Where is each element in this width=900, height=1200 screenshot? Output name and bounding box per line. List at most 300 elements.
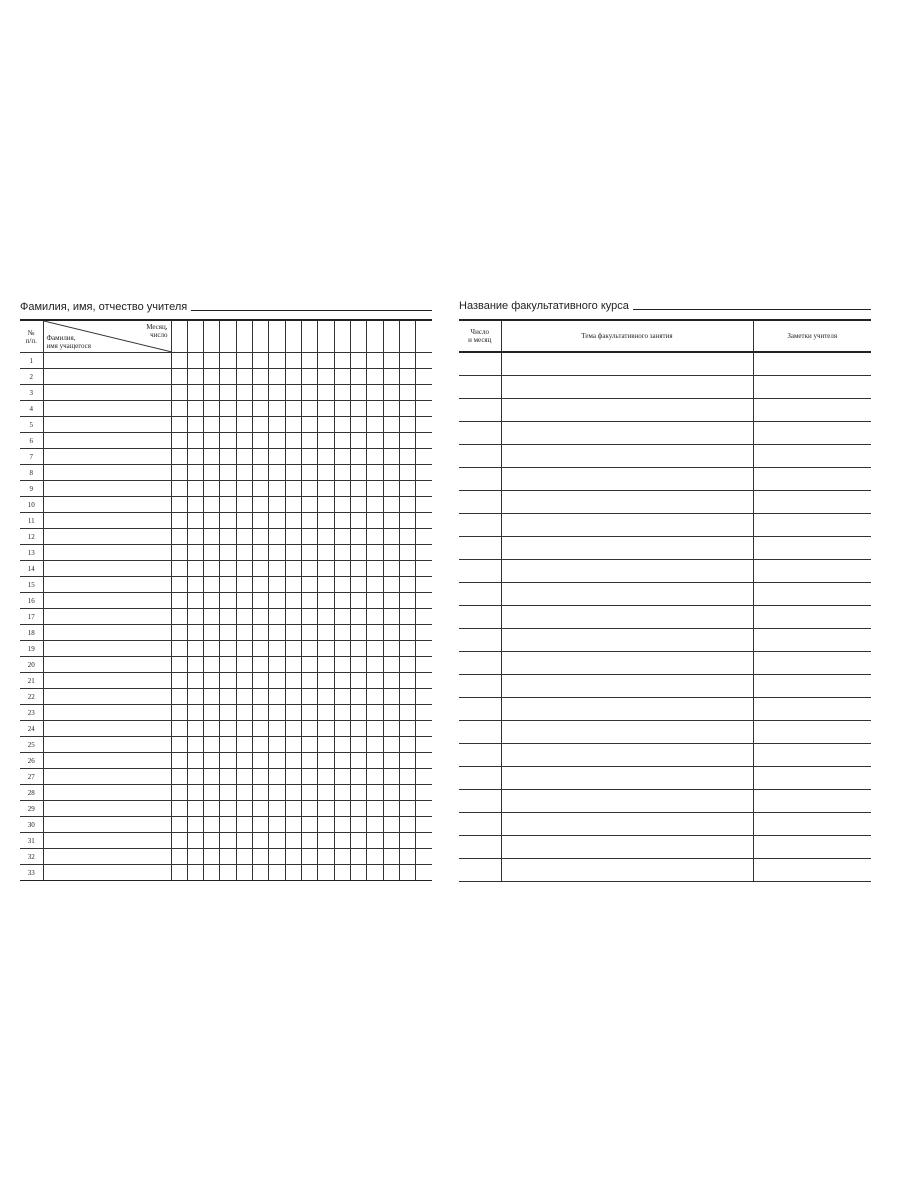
attendance-cell[interactable]	[171, 753, 187, 769]
attendance-cell[interactable]	[187, 801, 203, 817]
attendance-cell[interactable]	[187, 561, 203, 577]
attendance-cell[interactable]	[350, 833, 366, 849]
attendance-cell[interactable]	[171, 417, 187, 433]
attendance-cell[interactable]	[350, 785, 366, 801]
attendance-cell[interactable]	[318, 865, 334, 881]
attendance-cell[interactable]	[269, 417, 285, 433]
attendance-cell[interactable]	[334, 785, 350, 801]
attendance-cell[interactable]	[285, 689, 301, 705]
date-header-cell[interactable]	[204, 320, 220, 353]
attendance-cell[interactable]	[269, 817, 285, 833]
attendance-cell[interactable]	[399, 417, 415, 433]
attendance-cell[interactable]	[318, 481, 334, 497]
attendance-cell[interactable]	[399, 689, 415, 705]
attendance-cell[interactable]	[204, 353, 220, 369]
attendance-cell[interactable]	[236, 673, 252, 689]
attendance-cell[interactable]	[350, 769, 366, 785]
attendance-cell[interactable]	[253, 385, 269, 401]
attendance-cell[interactable]	[399, 785, 415, 801]
attendance-cell[interactable]	[302, 529, 318, 545]
attendance-cell[interactable]	[269, 705, 285, 721]
attendance-cell[interactable]	[367, 785, 383, 801]
attendance-cell[interactable]	[416, 641, 432, 657]
lesson-topic-cell[interactable]	[501, 399, 753, 422]
attendance-cell[interactable]	[253, 785, 269, 801]
attendance-cell[interactable]	[269, 449, 285, 465]
attendance-cell[interactable]	[399, 833, 415, 849]
attendance-cell[interactable]	[236, 449, 252, 465]
attendance-cell[interactable]	[318, 449, 334, 465]
teacher-notes-cell[interactable]	[753, 767, 871, 790]
attendance-cell[interactable]	[269, 785, 285, 801]
attendance-cell[interactable]	[367, 849, 383, 865]
attendance-cell[interactable]	[236, 753, 252, 769]
attendance-cell[interactable]	[399, 705, 415, 721]
attendance-cell[interactable]	[367, 737, 383, 753]
attendance-cell[interactable]	[350, 721, 366, 737]
attendance-cell[interactable]	[334, 497, 350, 513]
course-name-field[interactable]	[633, 308, 871, 310]
teacher-notes-cell[interactable]	[753, 813, 871, 836]
attendance-cell[interactable]	[269, 529, 285, 545]
lesson-date-cell[interactable]	[459, 675, 501, 698]
attendance-cell[interactable]	[318, 801, 334, 817]
attendance-cell[interactable]	[187, 657, 203, 673]
attendance-cell[interactable]	[416, 737, 432, 753]
attendance-cell[interactable]	[269, 401, 285, 417]
attendance-cell[interactable]	[383, 369, 399, 385]
attendance-cell[interactable]	[285, 513, 301, 529]
attendance-cell[interactable]	[220, 705, 236, 721]
attendance-cell[interactable]	[236, 865, 252, 881]
attendance-cell[interactable]	[350, 401, 366, 417]
attendance-cell[interactable]	[220, 753, 236, 769]
pupil-name-cell[interactable]	[43, 465, 171, 481]
attendance-cell[interactable]	[171, 737, 187, 753]
attendance-cell[interactable]	[399, 561, 415, 577]
attendance-cell[interactable]	[253, 369, 269, 385]
teacher-notes-cell[interactable]	[753, 606, 871, 629]
pupil-name-cell[interactable]	[43, 785, 171, 801]
attendance-cell[interactable]	[269, 513, 285, 529]
attendance-cell[interactable]	[302, 657, 318, 673]
pupil-name-cell[interactable]	[43, 673, 171, 689]
attendance-cell[interactable]	[416, 561, 432, 577]
attendance-cell[interactable]	[285, 801, 301, 817]
lesson-topic-cell[interactable]	[501, 721, 753, 744]
attendance-cell[interactable]	[399, 513, 415, 529]
attendance-cell[interactable]	[302, 449, 318, 465]
attendance-cell[interactable]	[334, 577, 350, 593]
attendance-cell[interactable]	[302, 353, 318, 369]
attendance-cell[interactable]	[302, 849, 318, 865]
attendance-cell[interactable]	[269, 433, 285, 449]
attendance-cell[interactable]	[318, 561, 334, 577]
attendance-cell[interactable]	[399, 593, 415, 609]
attendance-cell[interactable]	[302, 801, 318, 817]
attendance-cell[interactable]	[399, 529, 415, 545]
attendance-cell[interactable]	[269, 481, 285, 497]
attendance-cell[interactable]	[253, 801, 269, 817]
attendance-cell[interactable]	[220, 481, 236, 497]
attendance-cell[interactable]	[204, 545, 220, 561]
pupil-name-cell[interactable]	[43, 433, 171, 449]
attendance-cell[interactable]	[253, 657, 269, 673]
lesson-date-cell[interactable]	[459, 422, 501, 445]
attendance-cell[interactable]	[350, 577, 366, 593]
attendance-cell[interactable]	[187, 865, 203, 881]
lesson-date-cell[interactable]	[459, 537, 501, 560]
attendance-cell[interactable]	[220, 801, 236, 817]
attendance-cell[interactable]	[318, 433, 334, 449]
attendance-cell[interactable]	[253, 625, 269, 641]
attendance-cell[interactable]	[383, 513, 399, 529]
attendance-cell[interactable]	[236, 433, 252, 449]
attendance-cell[interactable]	[236, 609, 252, 625]
attendance-cell[interactable]	[187, 689, 203, 705]
date-header-cell[interactable]	[187, 320, 203, 353]
attendance-cell[interactable]	[399, 753, 415, 769]
teacher-notes-cell[interactable]	[753, 491, 871, 514]
attendance-cell[interactable]	[367, 801, 383, 817]
pupil-name-cell[interactable]	[43, 721, 171, 737]
attendance-cell[interactable]	[367, 593, 383, 609]
attendance-cell[interactable]	[220, 657, 236, 673]
pupil-name-cell[interactable]	[43, 369, 171, 385]
attendance-cell[interactable]	[187, 529, 203, 545]
attendance-cell[interactable]	[204, 401, 220, 417]
teacher-notes-cell[interactable]	[753, 721, 871, 744]
attendance-cell[interactable]	[220, 785, 236, 801]
pupil-name-cell[interactable]	[43, 529, 171, 545]
attendance-cell[interactable]	[416, 417, 432, 433]
attendance-cell[interactable]	[253, 529, 269, 545]
lesson-topic-cell[interactable]	[501, 514, 753, 537]
attendance-cell[interactable]	[383, 849, 399, 865]
attendance-cell[interactable]	[350, 497, 366, 513]
attendance-cell[interactable]	[253, 449, 269, 465]
attendance-cell[interactable]	[302, 673, 318, 689]
attendance-cell[interactable]	[204, 801, 220, 817]
lesson-date-cell[interactable]	[459, 767, 501, 790]
attendance-cell[interactable]	[367, 433, 383, 449]
attendance-cell[interactable]	[350, 705, 366, 721]
attendance-cell[interactable]	[416, 449, 432, 465]
attendance-cell[interactable]	[350, 369, 366, 385]
attendance-cell[interactable]	[269, 577, 285, 593]
attendance-cell[interactable]	[204, 417, 220, 433]
attendance-cell[interactable]	[236, 801, 252, 817]
attendance-cell[interactable]	[302, 385, 318, 401]
attendance-cell[interactable]	[334, 737, 350, 753]
attendance-cell[interactable]	[399, 865, 415, 881]
attendance-cell[interactable]	[285, 753, 301, 769]
attendance-cell[interactable]	[383, 817, 399, 833]
lesson-topic-cell[interactable]	[501, 790, 753, 813]
attendance-cell[interactable]	[285, 657, 301, 673]
teacher-notes-cell[interactable]	[753, 836, 871, 859]
attendance-cell[interactable]	[416, 753, 432, 769]
attendance-cell[interactable]	[253, 481, 269, 497]
lesson-topic-cell[interactable]	[501, 491, 753, 514]
teacher-notes-cell[interactable]	[753, 537, 871, 560]
lesson-topic-cell[interactable]	[501, 537, 753, 560]
attendance-cell[interactable]	[416, 481, 432, 497]
attendance-cell[interactable]	[302, 625, 318, 641]
attendance-cell[interactable]	[236, 849, 252, 865]
attendance-cell[interactable]	[416, 369, 432, 385]
lesson-topic-cell[interactable]	[501, 698, 753, 721]
attendance-cell[interactable]	[416, 833, 432, 849]
attendance-cell[interactable]	[383, 449, 399, 465]
attendance-cell[interactable]	[302, 577, 318, 593]
attendance-cell[interactable]	[187, 609, 203, 625]
attendance-cell[interactable]	[350, 641, 366, 657]
attendance-cell[interactable]	[367, 769, 383, 785]
attendance-cell[interactable]	[171, 673, 187, 689]
attendance-cell[interactable]	[383, 705, 399, 721]
attendance-cell[interactable]	[204, 513, 220, 529]
lesson-topic-cell[interactable]	[501, 445, 753, 468]
attendance-cell[interactable]	[334, 417, 350, 433]
attendance-cell[interactable]	[367, 401, 383, 417]
pupil-name-cell[interactable]	[43, 833, 171, 849]
attendance-cell[interactable]	[367, 625, 383, 641]
attendance-cell[interactable]	[285, 849, 301, 865]
attendance-cell[interactable]	[204, 529, 220, 545]
attendance-cell[interactable]	[285, 561, 301, 577]
attendance-cell[interactable]	[220, 769, 236, 785]
attendance-cell[interactable]	[220, 465, 236, 481]
attendance-cell[interactable]	[383, 833, 399, 849]
attendance-cell[interactable]	[334, 465, 350, 481]
attendance-cell[interactable]	[285, 353, 301, 369]
attendance-cell[interactable]	[334, 721, 350, 737]
attendance-cell[interactable]	[171, 721, 187, 737]
attendance-cell[interactable]	[204, 673, 220, 689]
attendance-cell[interactable]	[416, 673, 432, 689]
attendance-cell[interactable]	[399, 433, 415, 449]
attendance-cell[interactable]	[236, 369, 252, 385]
attendance-cell[interactable]	[399, 465, 415, 481]
attendance-cell[interactable]	[416, 689, 432, 705]
attendance-cell[interactable]	[399, 401, 415, 417]
attendance-cell[interactable]	[171, 561, 187, 577]
attendance-cell[interactable]	[187, 353, 203, 369]
attendance-cell[interactable]	[236, 817, 252, 833]
attendance-cell[interactable]	[253, 673, 269, 689]
attendance-cell[interactable]	[350, 737, 366, 753]
attendance-cell[interactable]	[204, 833, 220, 849]
attendance-cell[interactable]	[269, 593, 285, 609]
attendance-cell[interactable]	[269, 865, 285, 881]
attendance-cell[interactable]	[350, 449, 366, 465]
attendance-cell[interactable]	[334, 593, 350, 609]
date-header-cell[interactable]	[236, 320, 252, 353]
date-header-cell[interactable]	[302, 320, 318, 353]
attendance-cell[interactable]	[236, 417, 252, 433]
attendance-cell[interactable]	[318, 401, 334, 417]
lesson-date-cell[interactable]	[459, 698, 501, 721]
attendance-cell[interactable]	[383, 481, 399, 497]
attendance-cell[interactable]	[367, 657, 383, 673]
pupil-name-cell[interactable]	[43, 705, 171, 721]
lesson-topic-cell[interactable]	[501, 767, 753, 790]
attendance-cell[interactable]	[302, 737, 318, 753]
attendance-cell[interactable]	[269, 721, 285, 737]
attendance-cell[interactable]	[171, 849, 187, 865]
attendance-cell[interactable]	[350, 817, 366, 833]
lesson-topic-cell[interactable]	[501, 675, 753, 698]
attendance-cell[interactable]	[416, 865, 432, 881]
attendance-cell[interactable]	[334, 657, 350, 673]
attendance-cell[interactable]	[318, 513, 334, 529]
attendance-cell[interactable]	[204, 577, 220, 593]
attendance-cell[interactable]	[334, 353, 350, 369]
attendance-cell[interactable]	[367, 561, 383, 577]
attendance-cell[interactable]	[350, 609, 366, 625]
attendance-cell[interactable]	[236, 385, 252, 401]
attendance-cell[interactable]	[269, 497, 285, 513]
attendance-cell[interactable]	[334, 433, 350, 449]
lesson-date-cell[interactable]	[459, 859, 501, 882]
attendance-cell[interactable]	[253, 561, 269, 577]
attendance-cell[interactable]	[383, 401, 399, 417]
attendance-cell[interactable]	[334, 481, 350, 497]
attendance-cell[interactable]	[204, 481, 220, 497]
attendance-cell[interactable]	[204, 593, 220, 609]
pupil-name-cell[interactable]	[43, 609, 171, 625]
attendance-cell[interactable]	[187, 449, 203, 465]
attendance-cell[interactable]	[253, 577, 269, 593]
attendance-cell[interactable]	[285, 417, 301, 433]
attendance-cell[interactable]	[367, 817, 383, 833]
attendance-cell[interactable]	[187, 705, 203, 721]
attendance-cell[interactable]	[253, 721, 269, 737]
attendance-cell[interactable]	[220, 721, 236, 737]
attendance-cell[interactable]	[318, 721, 334, 737]
lesson-date-cell[interactable]	[459, 514, 501, 537]
attendance-cell[interactable]	[171, 529, 187, 545]
attendance-cell[interactable]	[399, 737, 415, 753]
teacher-notes-cell[interactable]	[753, 698, 871, 721]
attendance-cell[interactable]	[285, 433, 301, 449]
attendance-cell[interactable]	[269, 561, 285, 577]
attendance-cell[interactable]	[171, 353, 187, 369]
pupil-name-cell[interactable]	[43, 385, 171, 401]
date-header-cell[interactable]	[269, 320, 285, 353]
attendance-cell[interactable]	[236, 497, 252, 513]
lesson-topic-cell[interactable]	[501, 629, 753, 652]
attendance-cell[interactable]	[285, 673, 301, 689]
pupil-name-cell[interactable]	[43, 817, 171, 833]
attendance-cell[interactable]	[204, 641, 220, 657]
teacher-notes-cell[interactable]	[753, 583, 871, 606]
attendance-cell[interactable]	[383, 657, 399, 673]
attendance-cell[interactable]	[204, 385, 220, 401]
attendance-cell[interactable]	[383, 689, 399, 705]
attendance-cell[interactable]	[318, 769, 334, 785]
attendance-cell[interactable]	[350, 465, 366, 481]
pupil-name-cell[interactable]	[43, 625, 171, 641]
attendance-cell[interactable]	[416, 385, 432, 401]
lesson-date-cell[interactable]	[459, 721, 501, 744]
attendance-cell[interactable]	[204, 737, 220, 753]
attendance-cell[interactable]	[236, 545, 252, 561]
attendance-cell[interactable]	[367, 673, 383, 689]
lesson-date-cell[interactable]	[459, 560, 501, 583]
attendance-cell[interactable]	[253, 817, 269, 833]
attendance-cell[interactable]	[187, 625, 203, 641]
attendance-cell[interactable]	[204, 369, 220, 385]
attendance-cell[interactable]	[350, 625, 366, 641]
attendance-cell[interactable]	[399, 497, 415, 513]
attendance-cell[interactable]	[318, 673, 334, 689]
attendance-cell[interactable]	[220, 849, 236, 865]
attendance-cell[interactable]	[383, 385, 399, 401]
attendance-cell[interactable]	[253, 593, 269, 609]
teacher-notes-cell[interactable]	[753, 468, 871, 491]
attendance-cell[interactable]	[204, 657, 220, 673]
attendance-cell[interactable]	[302, 417, 318, 433]
attendance-cell[interactable]	[334, 545, 350, 561]
attendance-cell[interactable]	[302, 785, 318, 801]
attendance-cell[interactable]	[334, 801, 350, 817]
attendance-cell[interactable]	[367, 833, 383, 849]
attendance-cell[interactable]	[171, 785, 187, 801]
attendance-cell[interactable]	[220, 625, 236, 641]
attendance-cell[interactable]	[236, 769, 252, 785]
attendance-cell[interactable]	[334, 561, 350, 577]
attendance-cell[interactable]	[187, 785, 203, 801]
date-header-cell[interactable]	[399, 320, 415, 353]
attendance-cell[interactable]	[269, 689, 285, 705]
attendance-cell[interactable]	[269, 353, 285, 369]
attendance-cell[interactable]	[383, 353, 399, 369]
attendance-cell[interactable]	[253, 353, 269, 369]
teacher-notes-cell[interactable]	[753, 744, 871, 767]
attendance-cell[interactable]	[285, 721, 301, 737]
attendance-cell[interactable]	[236, 513, 252, 529]
attendance-cell[interactable]	[269, 657, 285, 673]
attendance-cell[interactable]	[187, 833, 203, 849]
attendance-cell[interactable]	[269, 625, 285, 641]
lesson-topic-cell[interactable]	[501, 744, 753, 767]
attendance-cell[interactable]	[416, 401, 432, 417]
attendance-cell[interactable]	[204, 625, 220, 641]
attendance-cell[interactable]	[253, 737, 269, 753]
date-header-cell[interactable]	[367, 320, 383, 353]
attendance-cell[interactable]	[416, 785, 432, 801]
attendance-cell[interactable]	[367, 353, 383, 369]
attendance-cell[interactable]	[334, 673, 350, 689]
attendance-cell[interactable]	[204, 817, 220, 833]
attendance-cell[interactable]	[269, 833, 285, 849]
attendance-cell[interactable]	[220, 401, 236, 417]
attendance-cell[interactable]	[367, 417, 383, 433]
attendance-cell[interactable]	[187, 721, 203, 737]
pupil-name-cell[interactable]	[43, 513, 171, 529]
lesson-date-cell[interactable]	[459, 652, 501, 675]
attendance-cell[interactable]	[350, 865, 366, 881]
attendance-cell[interactable]	[253, 545, 269, 561]
attendance-cell[interactable]	[236, 577, 252, 593]
attendance-cell[interactable]	[171, 545, 187, 561]
teacher-notes-cell[interactable]	[753, 376, 871, 399]
attendance-cell[interactable]	[350, 673, 366, 689]
attendance-cell[interactable]	[383, 497, 399, 513]
attendance-cell[interactable]	[204, 433, 220, 449]
